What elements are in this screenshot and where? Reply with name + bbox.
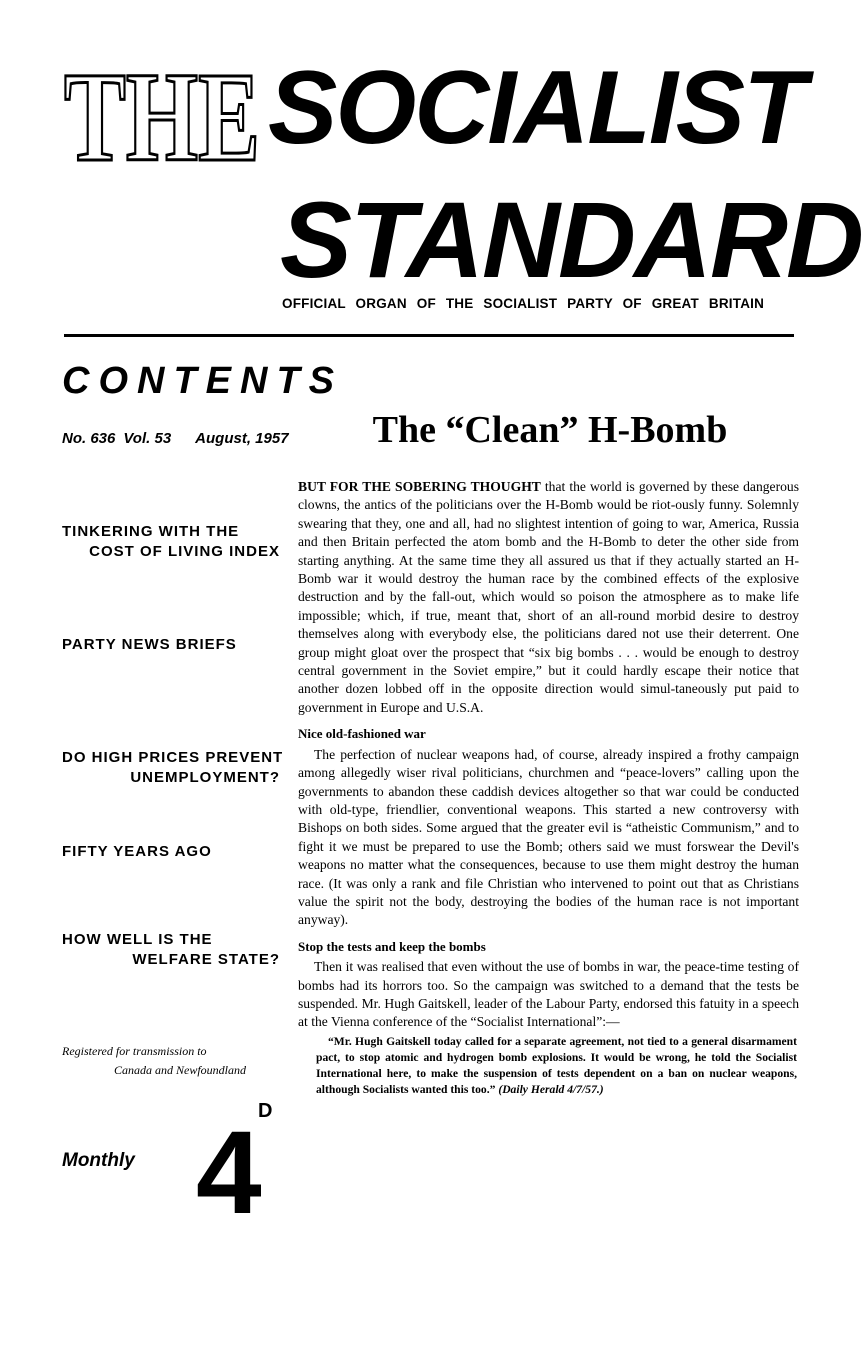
toc-item-line1: DO HIGH PRICES PREVENT	[62, 749, 284, 766]
registration-line2: Canada and Newfoundland	[114, 1063, 247, 1077]
toc-item-line1: TINKERING WITH THE	[62, 523, 240, 540]
toc-item-line2: WELFARE STATE?	[132, 951, 280, 968]
toc-item-line2: COST OF LIVING INDEX	[89, 543, 280, 560]
article-quote-text: “Mr. Hugh Gaitskell today called for a separate agreement, not tied to a general disarmament pact, to stop atomic and hydrogen bomb explosions. It would be wrong, he told the Socialist International here, to make the suspension of tests dependent on a ban on nuclear weapons, although Socialists wanted this too.”	[316, 1034, 797, 1096]
article-quote	[316, 1034, 797, 1098]
contents-heading: CONTENTS	[62, 360, 343, 402]
issue-line	[62, 430, 292, 447]
masthead-the-text: THE	[64, 46, 260, 188]
toc-item-line2: UNEMPLOYMENT?	[130, 769, 280, 786]
article-subhead: Nice old-fashioned war	[298, 726, 426, 742]
toc-item	[62, 930, 280, 970]
toc-item-line1: FIFTY YEARS AGO	[62, 843, 212, 860]
masthead-title-socialist: SOCIALIST	[268, 50, 805, 166]
masthead-title-standard: STANDARD	[280, 179, 862, 300]
article-paragraph: The perfection of nuclear weapons had, of course, already inspired a frothy campaign among allegedly wiser rival politicians, churchmen and “peace-lovers” calling upon the governments to abandon these caddish devices altogether so that war could be conducted with old-type, friendlier, conventional weapons. This started a new controversy with Bishops on both sides. Some argued that the greater evil is “atheistic Communism,” and to fight it we must be prepared to use the Bomb; others said we must forswear the Devil's weapons no matter what the consequences, because to use them might destroy the human race. (It was only a rank and file Christian who intervened to point out that as Christians value the spirit not the body, destroying the bodies of the human race is not important anyway).	[298, 746, 799, 928]
toc-item	[62, 635, 280, 655]
masthead-the-outline	[62, 46, 262, 188]
toc-item	[62, 748, 284, 788]
masthead-subtitle: OFFICIAL ORGAN OF THE SOCIALIST PARTY OF GREAT BRITAIN	[282, 296, 765, 311]
article-paragraph: Then it was realised that even without the use of bombs in war, the peace-time testing of bombs had its horrors too. So the campaign was switched to a demand that the tests be suspended. Mr. Hugh Gaitskell, leader of the Labour Party, endorsed this fatuity in a speech at the Vienna conference of the “Socialist International”:—	[298, 959, 799, 1030]
article-quote-source: (Daily Herald 4/7/57.)	[498, 1082, 604, 1096]
toc-item	[62, 522, 280, 562]
issue-number: No. 636	[62, 430, 116, 447]
registration-notice	[62, 1042, 282, 1080]
article-subhead: Stop the tests and keep the bombs	[298, 938, 486, 954]
article-paragraph	[298, 478, 799, 717]
article-paragraph-text: that the world is governed by these dangerous clowns, the antics of the politicians over the H-Bomb would be riot-ously funny. Solemnly swearing that they, one and all, had no slightest intention of going to war, America, Russia and then Britain perfected the atom bomb and the H-Bomb to deter the other side from starting anything. At the same time they all assured us that if they actually started an H-Bomb war it would destroy the human race by the combined effects of the explosive destruction and by the fall-out, which would so poison the atmosphere as to make life impossible; which, if true, meant that, short of an all-round morbid desire to destroy themselves along with everybody else, the politicians dared not use their deterrent. One group might gloat over the prospect that “six big bombs . . . would be enough to destroy central government in the Soviet empire,” but it could hardly escape their notice that another dozen lobbed off in the opposite direction would simul-taneously put paid to government in Europe and U.S.A.	[298, 479, 799, 715]
article-lede: BUT FOR THE SOBERING THOUGHT	[298, 479, 541, 494]
masthead-the	[62, 46, 262, 188]
toc-item-line1: HOW WELL IS THE	[62, 931, 213, 948]
article-title: The “Clean” H-Bomb	[372, 409, 728, 451]
registration-line1: Registered for transmission to	[62, 1044, 207, 1058]
issue-volume: Vol. 53	[123, 430, 172, 447]
article-body	[298, 478, 799, 1098]
issue-date: August, 1957	[195, 430, 289, 447]
toc-item	[62, 842, 280, 862]
price-unit: D	[258, 1100, 273, 1122]
price-number: 4	[196, 1107, 262, 1239]
frequency-label: Monthly	[62, 1150, 135, 1171]
masthead-rule	[64, 334, 794, 337]
toc-item-line1: PARTY NEWS BRIEFS	[62, 636, 237, 653]
